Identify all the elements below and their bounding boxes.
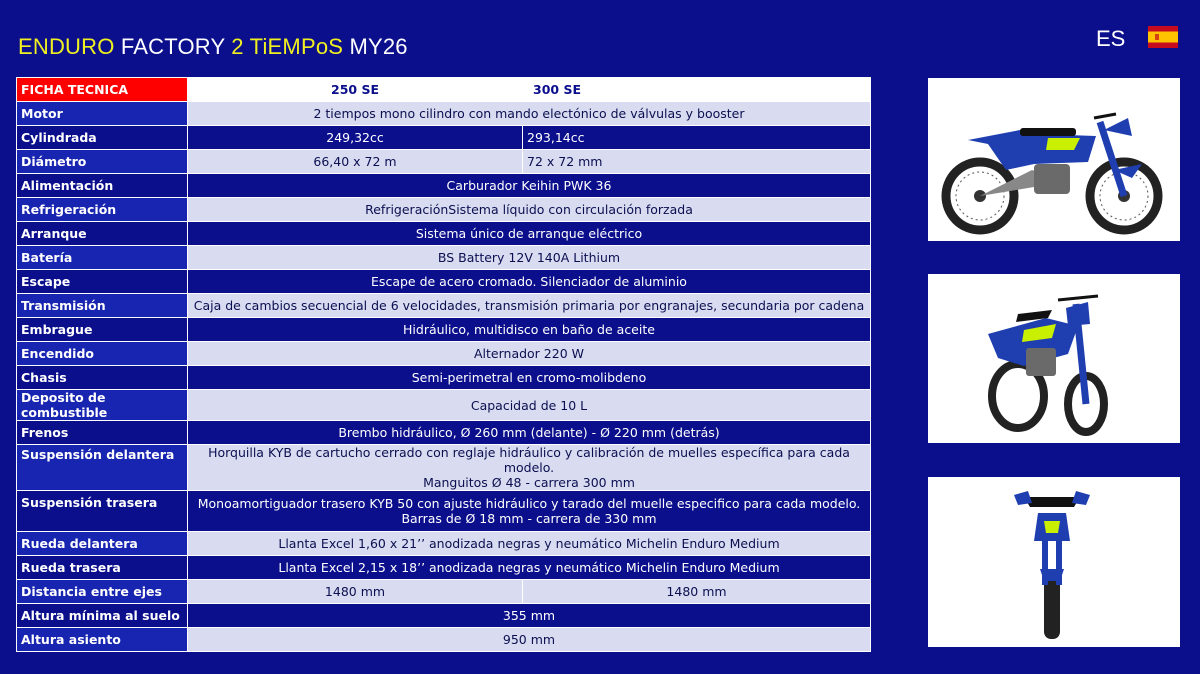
row-value-line1: Horquilla KYB de cartucho cerrado con reglaje hidráulico y calibración de muelles específica para cada modelo. — [208, 445, 850, 475]
spec-row-deposito — [17, 390, 871, 421]
row-value: Hidráulico, multidisco en baño de aceite — [188, 318, 871, 342]
row-value: Brembo hidráulico, Ø 260 mm (delante) - Ø 220 mm (detrás) — [188, 421, 871, 445]
row-label: Refrigeración — [17, 198, 188, 222]
row-label: Frenos — [17, 421, 188, 445]
row-value-line1: Monoamortiguador trasero KYB 50 con ajuste hidráulico y tarado del muelle especifico para cada modelo. — [197, 496, 861, 511]
spec-table-header — [17, 78, 871, 102]
spec-row-embrague — [17, 318, 871, 342]
row-label: Transmisión — [17, 294, 188, 318]
row-value: Capacidad de 10 L — [188, 390, 871, 421]
row-value: Llanta Excel 2,15 x 18’’ anodizada negras y neumático Michelin Enduro Medium — [188, 556, 871, 580]
spec-row-altura-suelo — [17, 604, 871, 628]
spec-row-bateria — [17, 246, 871, 270]
page-title — [18, 34, 408, 60]
motorcycle-front-view-image — [928, 477, 1180, 647]
row-label: Arranque — [17, 222, 188, 246]
row-label: Batería — [17, 246, 188, 270]
row-label: Distancia entre ejes — [17, 580, 188, 604]
row-value: Sistema único de arranque eléctrico — [188, 222, 871, 246]
row-label: Encendido — [17, 342, 188, 366]
title-model-year: MY26 — [349, 34, 408, 59]
header-ficha-tecnica: FICHA TECNICA — [17, 78, 188, 102]
row-value-250: 66,40 x 72 m — [188, 150, 523, 174]
row-label: Escape — [17, 270, 188, 294]
row-value: BS Battery 12V 140A Lithium — [188, 246, 871, 270]
motorcycle-three-quarter-view-image — [928, 274, 1180, 443]
row-label: Diámetro — [17, 150, 188, 174]
row-value: 2 tiempos mono cilindro con mando electónico de válvulas y booster — [188, 102, 871, 126]
row-value: 355 mm — [188, 604, 871, 628]
row-value-300: 293,14cc — [523, 126, 871, 150]
row-label: Altura mínima al suelo — [17, 604, 188, 628]
motorcycle-side-view-image — [928, 78, 1180, 241]
spec-row-distancia-ejes — [17, 580, 871, 604]
row-value-250: 249,32cc — [188, 126, 523, 150]
spec-row-encendido — [17, 342, 871, 366]
row-label: Embrague — [17, 318, 188, 342]
row-label: Suspensión delantera — [17, 445, 188, 491]
title-enduro: ENDURO — [18, 34, 115, 59]
row-label: Cylindrada — [17, 126, 188, 150]
row-label: Altura asiento — [17, 628, 188, 652]
spec-row-alimentacion — [17, 174, 871, 198]
header-model-300: 300 SE — [523, 78, 871, 102]
row-value-300: 1480 mm — [523, 580, 871, 604]
spec-table — [16, 77, 871, 652]
row-label: Alimentación — [17, 174, 188, 198]
language-code: ES — [1096, 26, 1126, 51]
row-value-line2: Barras de Ø 18 mm - carrera de 330 mm — [401, 511, 657, 526]
spec-row-diametro — [17, 150, 871, 174]
row-value-300: 72 x 72 mm — [523, 150, 871, 174]
row-value — [188, 445, 871, 491]
spec-row-escape — [17, 270, 871, 294]
title-factory: FACTORY — [120, 34, 225, 59]
title-tiempos: 2 TiEMPoS — [231, 34, 344, 59]
row-value-line2: Manguitos Ø 48 - carrera 300 mm — [423, 475, 635, 490]
row-value: Semi-perimetral en cromo-molibdeno — [188, 366, 871, 390]
spec-row-frenos — [17, 421, 871, 445]
row-value: RefrigeraciónSistema líquido con circulación forzada — [188, 198, 871, 222]
spec-row-arranque — [17, 222, 871, 246]
row-value-250: 1480 mm — [188, 580, 523, 604]
spec-row-transmision — [17, 294, 871, 318]
row-value: 950 mm — [188, 628, 871, 652]
spec-row-rueda-delantera — [17, 532, 871, 556]
row-label: Deposito de combustible — [17, 390, 188, 421]
row-label: Chasis — [17, 366, 188, 390]
spec-row-altura-asiento — [17, 628, 871, 652]
row-value: Carburador Keihin PWK 36 — [188, 174, 871, 198]
spain-flag-icon — [1148, 26, 1178, 48]
spec-row-cylindrada — [17, 126, 871, 150]
row-value — [188, 491, 871, 532]
spec-row-refrigeracion — [17, 198, 871, 222]
spec-row-suspension-delantera — [17, 445, 871, 491]
row-label: Rueda delantera — [17, 532, 188, 556]
row-value: Escape de acero cromado. Silenciador de aluminio — [188, 270, 871, 294]
row-label: Motor — [17, 102, 188, 126]
spec-row-suspension-trasera — [17, 491, 871, 532]
row-label: Rueda trasera — [17, 556, 188, 580]
row-label: Suspensión trasera — [17, 491, 188, 532]
row-value: Alternador 220 W — [188, 342, 871, 366]
spec-row-rueda-trasera — [17, 556, 871, 580]
row-value: Llanta Excel 1,60 x 21’’ anodizada negras y neumático Michelin Enduro Medium — [188, 532, 871, 556]
spec-row-motor — [17, 102, 871, 126]
row-value: Caja de cambios secuencial de 6 velocidades, transmisión primaria por engranajes, secundaria por cadena — [188, 294, 871, 318]
header-model-250: 250 SE — [188, 78, 523, 102]
spec-row-chasis — [17, 366, 871, 390]
